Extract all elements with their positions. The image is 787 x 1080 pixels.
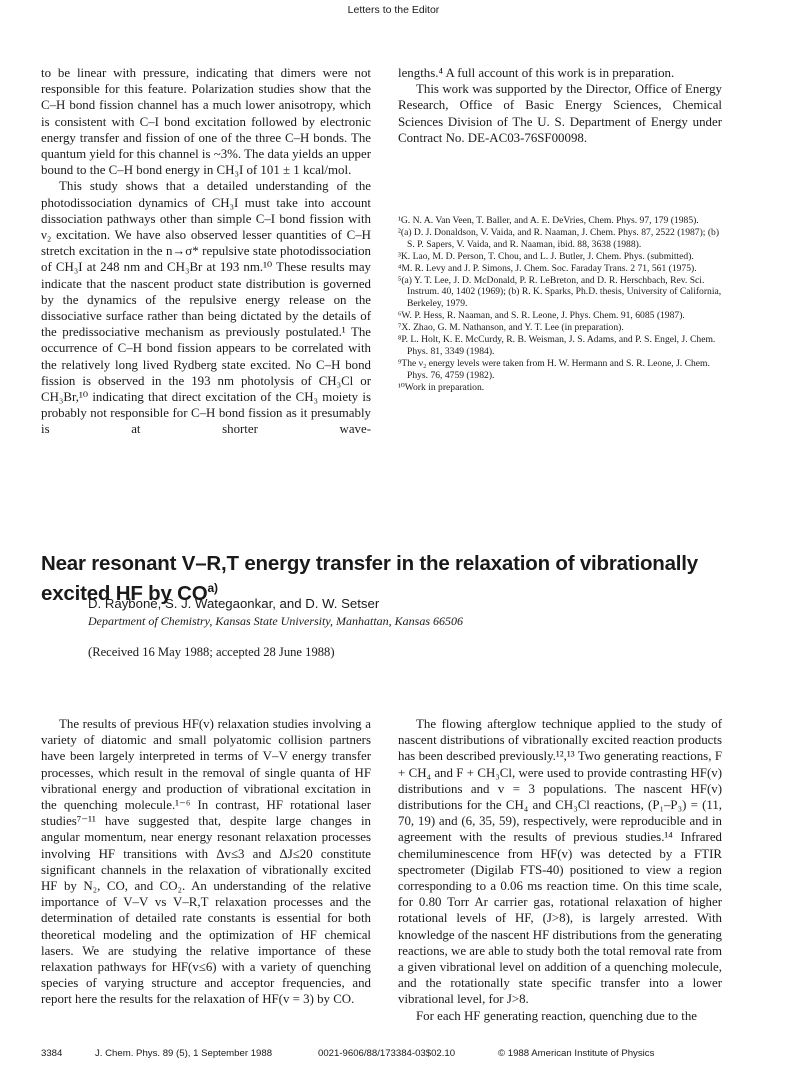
reference-item: ⁷X. Zhao, G. M. Nathanson, and Y. T. Lee (in preparation). [398, 322, 624, 334]
top-right-column [398, 65, 722, 146]
journal-citation: J. Chem. Phys. 89 (5), 1 September 1988 [95, 1048, 273, 1059]
reference-item: ¹G. N. A. Van Veen, T. Baller, and A. E. DeVries, Chem. Phys. 97, 179 (1985). [398, 215, 699, 226]
top-left-column [41, 65, 371, 438]
reference-item: ¹⁰Work in preparation. [398, 381, 485, 393]
bottom-left-column [41, 716, 371, 1008]
page-number: 3384 [41, 1048, 63, 1059]
reference-item: ⁵(a) Y. T. Lee, J. D. McDonald, P. R. LeBreton, and D. R. Herschbach, Rev. Sci. Instrum. 40, 1402 (1969); (b) R. K. Sparks, Ph.D. thesis, University of California, Berkeley, 1979. [398, 274, 722, 310]
received-date: (Received 16 May 1988; accepted 28 June 1988) [88, 645, 335, 659]
article-title-text: Near resonant V–R,T energy transfer in the relaxation of vibrationally excited HF by CO [41, 552, 698, 605]
reference-item: ³K. Lao, M. D. Person, T. Chou, and L. J. Butler, J. Chem. Phys. (submitted). [398, 250, 694, 262]
copyright: © 1988 American Institute of Physics [498, 1048, 655, 1059]
reference-item: ⁸P. L. Holt, K. E. McCurdy, R. B. Weisman, J. S. Adams, and P. S. Engel, J. Chem. Phys. 81, 3349 (1984). [398, 334, 716, 357]
paragraph: to be linear with pressure, indicating that dimers were not responsible for this feature. Polarization studies show that the C–H bond fission channel has a much lower anisotropy, which is consistent with C–I bond excitation followed by electronic energy transfer and fission of one of the three C–H bonds. The quantum yield for this channel is ~3%. The data yields an upper bound to the C–H bond energy in CH₃I of 101 ± 1 kcal/mol. [41, 66, 371, 178]
reference-list [398, 215, 724, 394]
reference-item: ⁹The ν₂ energy levels were taken from H. W. Hermann and S. R. Leone, J. Chem. Phys. 76, 4759 (1982). [398, 357, 710, 381]
reference-item: ⁶W. P. Hess, R. Naaman, and S. R. Leone, J. Phys. Chem. 91, 6085 (1987). [398, 310, 685, 322]
reference-item: ⁴M. R. Levy and J. P. Simons, J. Chem. Soc. Faraday Trans. 2 71, 561 (1975). [398, 262, 697, 274]
paragraph: This work was supported by the Director, Office of Energy Research, Office of Basic Energy Sciences, Chemical Sciences Division of The U. S. Department of Energy under Contract No. DE-AC03-76SF00098. [398, 82, 722, 145]
paragraph: The flowing afterglow technique applied to the study of nascent distributions of vibrationally excited reaction products has been described previously.¹²,¹³ Two generating reactions, F + CH₄ and F + CH₃Cl, were used to provide contrasting HF(v) distributions and v = 3 populations. The nascent HF(v) distributions for the CH₄ and CH₃Cl reactions, (P₁–P₃) = (11, 70, 19) and (6, 35, 59), respectively, were reproducible and in agreement with the results of previous studies.¹⁴ Infrared chemiluminescence from HF(v) was detected by a FTIR spectrometer (Digilab FTS-40) positioned to view a region corresponding to a 0.06 ms reaction time. On this time scale, for 0.80 Torr Ar carrier gas, rotational relaxation of higher rotational levels of HF, (J>8), is largely arrested. With knowledge of the nascent HF distributions from the generating reactions, we are able to study both the total removal rate from a given vibrational level on addition of a quenching molecule, and the rotationally state specific transfer into a lower vibrational level, for J>8. [398, 717, 722, 1007]
bottom-right-column [398, 716, 722, 1024]
article-authors: D. Raybone, S. J. Wategaonkar, and D. W. Setser [88, 596, 380, 611]
paragraph: This study shows that a detailed understanding of the photodissociation dynamics of CH₃I must take into account dissociation pathways other than simple C–I bond fission with ν₂ excitation. We have also observed lesser quantities of C–H stretch excitation in the n→σ* repulsive state photodissociation of CH₃I at 248 nm and CH₃Br at 193 nm.¹⁰ These results may indicate that the nascent product state distribution is governed by the dynamics of the repulsive energy release on the dissociative surface rather than being dictated by the details of the predissociative mechanism as previously postulated.¹ The occurrence of C–H bond fission appears to be correlated with the relatively long lived Rydberg state excited. No C–H bond fission is observed in the 193 nm photolysis of CH₃Cl or CH₃Br,¹⁰ indicating that direct excitation of the CH₃ moiety is probably not responsible for C–H bond fission as it presumably is at shorter wave- [41, 179, 371, 437]
paragraph: The results of previous HF(v) relaxation studies involving a variety of diatomic and small polyatomic collision partners have been largely interpreted in terms of V–V energy transfer processes, which result in the removal of single quanta of HF vibrational energy and production of vibrational excitation in the quenching molecule.¹⁻⁶ In contrast, HF rotational laser studies⁷⁻¹¹ have suggested that, despite large changes in angular momentum, near energy resonant relaxation processes involving HF transitions with Δv≤3 and ΔJ≤20 constitute significant channels in the relaxation of vibrationally excited HF by N₂, CO, and CO₂. An understanding of the relative importance of V–V vs V–R,T relaxation processes and the determination of detailed rate constants is essential for both theoretical modeling and the optimization of HF chemical lasers. We are studying the relative importance of these relaxation pathways for HF(v≤6) with a variety of quenching species of varying structure and acceptor frequencies, and report here the results for the relaxation of HF(v = 3) by CO. [41, 717, 371, 1007]
article-code: 0021-9606/88/173384-03$02.10 [318, 1048, 456, 1059]
article-affiliation: Department of Chemistry, Kansas State University, Manhattan, Kansas 66506 [88, 614, 463, 628]
running-head: Letters to the Editor [347, 4, 440, 16]
reference-item: ²(a) D. J. Donaldson, V. Vaida, and R. Naaman, J. Chem. Phys. 87, 2522 (1987); (b) S. P. Sapers, V. Vaida, and R. Naaman, ibid. 88, 3638 (1988). [398, 226, 720, 250]
paragraph: lengths.⁴ A full account of this work is in preparation. [398, 66, 675, 80]
paragraph: For each HF generating reaction, quenching due to the [416, 1008, 697, 1023]
title-footnote-mark: a) [207, 581, 218, 595]
